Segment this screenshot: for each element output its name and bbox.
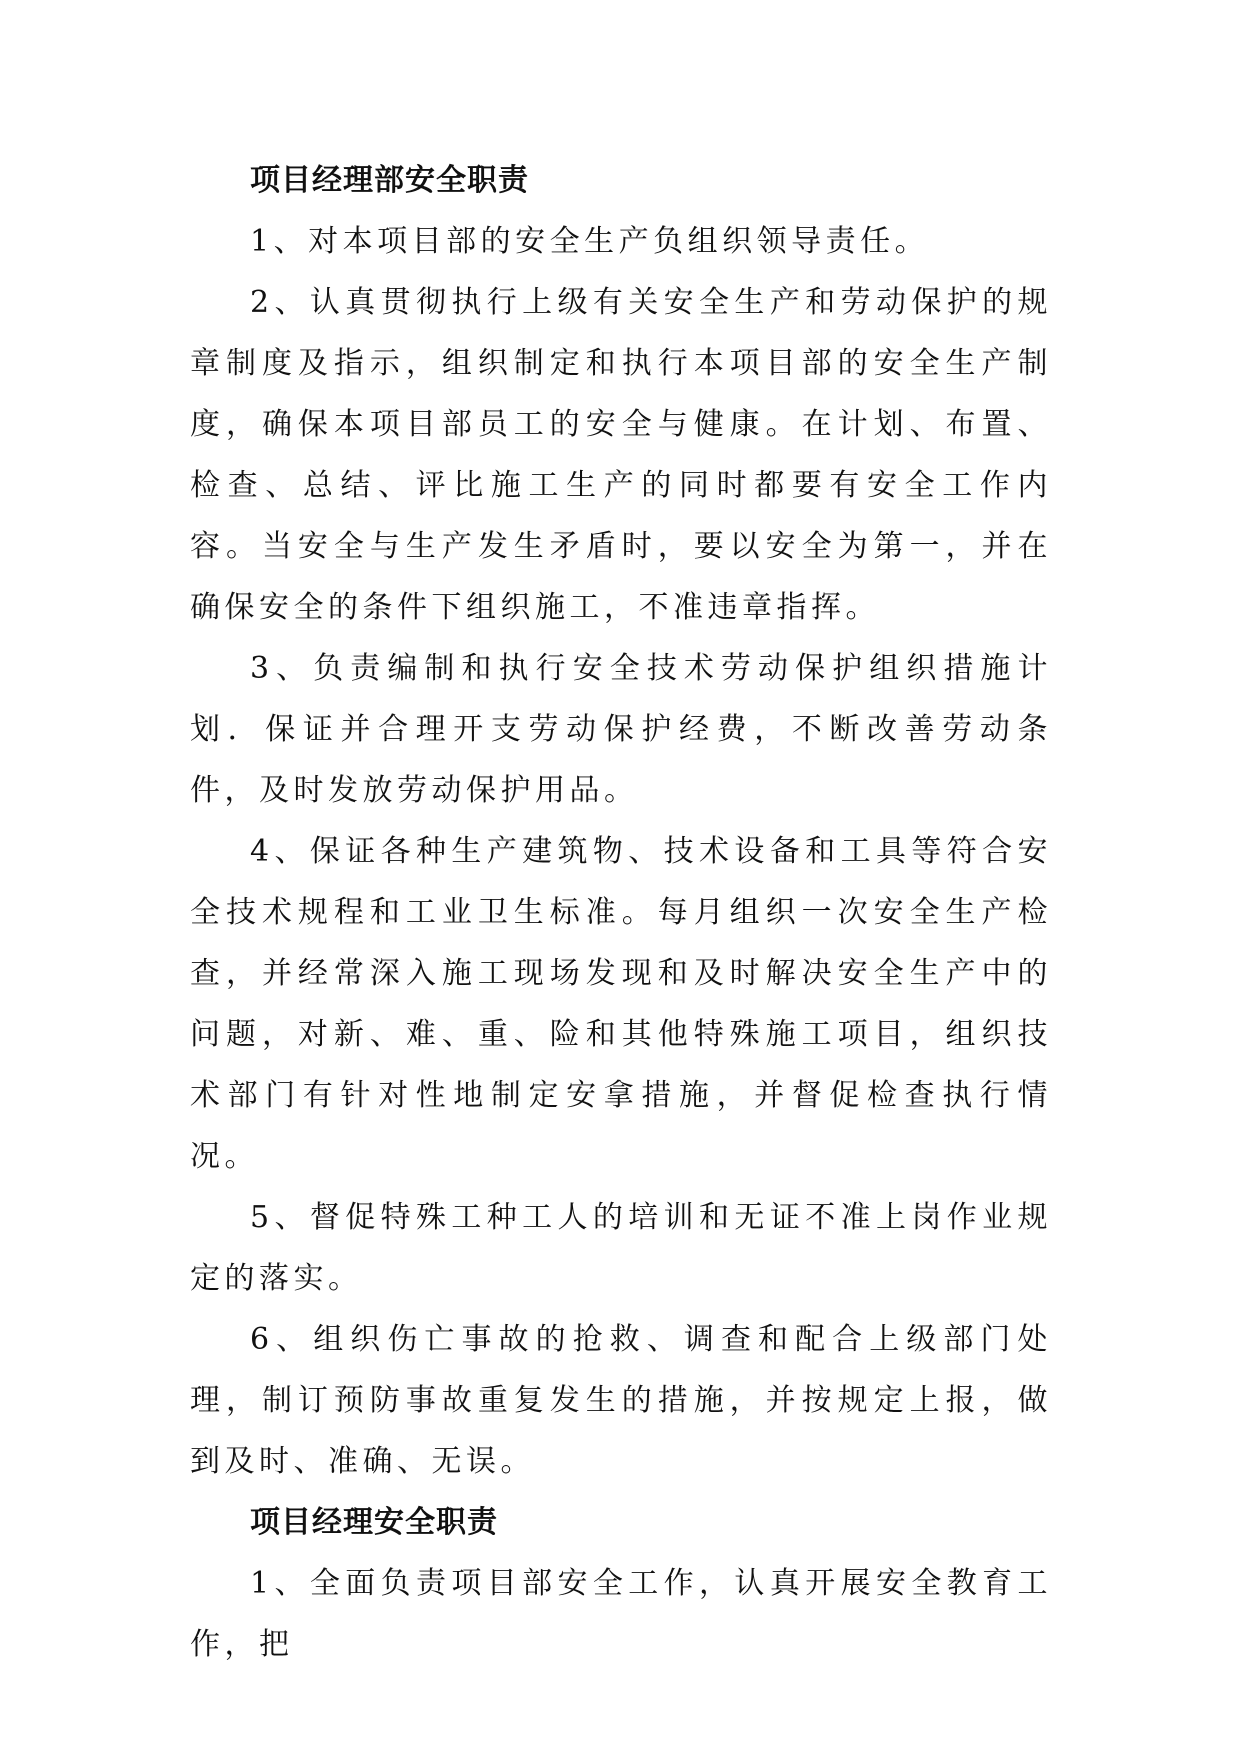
section-title-project-department: 项目经理部安全职责 xyxy=(250,163,529,198)
section-title-project-manager: 项目经理安全职责 xyxy=(250,1505,498,1540)
document-body xyxy=(190,150,1052,1675)
paragraph-2: 2、认真贯彻执行上级有关安全生产和劳动保护的规章制度及指示，组织制定和执行本项目部的安全生产制度，确保本项目部员工的安全与健康。在计划、布置、检查、总结、评比施工生产的同时都要有安全工作内容。当安全与生产发生矛盾时，要以安全为第一，并在确保安全的条件下组织施工，不准违章指挥。 xyxy=(190,285,1052,625)
paragraph-1: 1、对本项目部的安全生产负组织领导责任。 xyxy=(250,224,930,259)
paragraph-5: 5、督促特殊工种工人的培训和无证不准上岗作业规定的落实。 xyxy=(190,1200,1052,1296)
paragraph-3: 3、负责编制和执行安全技术劳动保护组织措施计划．保证并合理开支劳动保护经费，不断改善劳动条件，及时发放劳动保护用品。 xyxy=(190,651,1052,808)
paragraph-6: 6、组织伤亡事故的抢救、调查和配合上级部门处理，制订预防事故重复发生的措施，并按规定上报，做到及时、准确、无误。 xyxy=(190,1322,1052,1479)
paragraph-4: 4、保证各种生产建筑物、技术设备和工具等符合安全技术规程和工业卫生标准。每月组织一次安全生产检查，并经常深入施工现场发现和及时解决安全生产中的问题，对新、难、重、险和其他特殊施工项目，组织技术部门有针对性地制定安拿措施，并督促检查执行情况。 xyxy=(190,834,1052,1174)
paragraph-manager-1: 1、全面负责项目部安全工作，认真开展安全教育工作，把 xyxy=(190,1566,1052,1662)
